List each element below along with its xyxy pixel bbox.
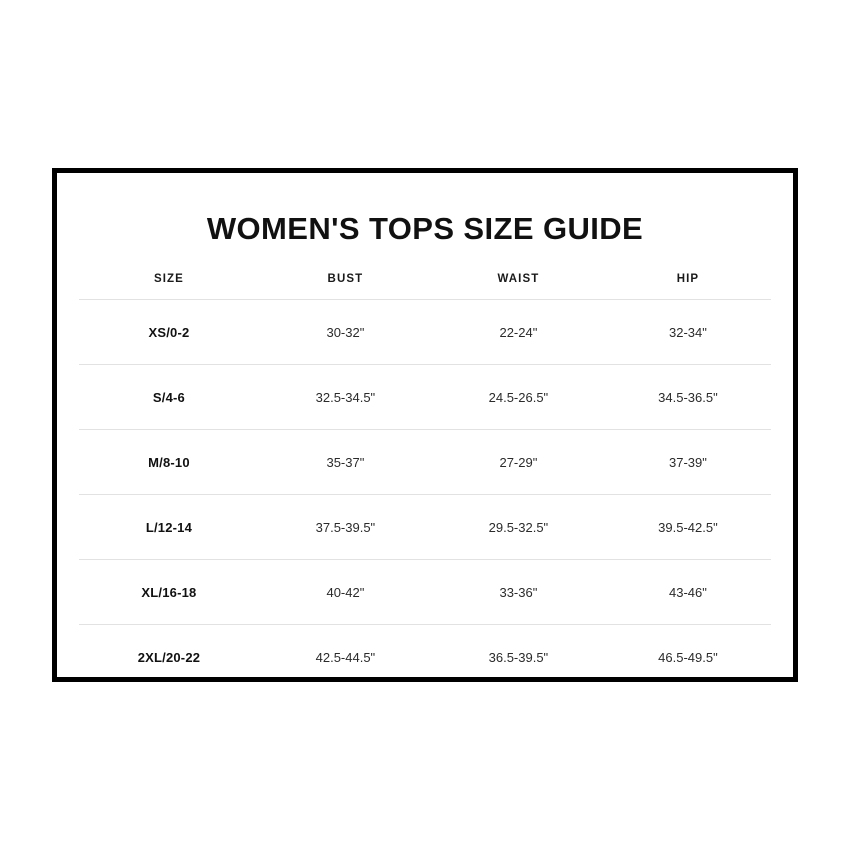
size-guide-card-body — [57, 173, 793, 689]
cell-size: XL/16-18 — [79, 560, 259, 625]
cell-bust: 40-42" — [259, 560, 432, 625]
table-header-row — [79, 273, 771, 300]
cell-size: S/4-6 — [79, 365, 259, 430]
cell-size: M/8-10 — [79, 430, 259, 495]
table-row — [79, 430, 771, 495]
size-chart-body — [79, 300, 771, 690]
cell-waist: 27-29" — [432, 430, 605, 495]
cell-hip: 39.5-42.5" — [605, 495, 771, 560]
cell-bust: 37.5-39.5" — [259, 495, 432, 560]
cell-hip: 34.5-36.5" — [605, 365, 771, 430]
column-header-bust: BUST — [327, 273, 364, 285]
size-guide-card — [52, 168, 798, 682]
cell-size: L/12-14 — [79, 495, 259, 560]
cell-bust: 32.5-34.5" — [259, 365, 432, 430]
size-chart-table — [79, 273, 771, 689]
cell-hip: 46.5-49.5" — [605, 625, 771, 690]
cell-hip: 43-46" — [605, 560, 771, 625]
cell-hip: 32-34" — [605, 300, 771, 365]
size-chart-header — [79, 273, 771, 300]
page-title: WOMEN'S TOPS SIZE GUIDE — [206, 211, 644, 246]
cell-waist: 24.5-26.5" — [432, 365, 605, 430]
table-row — [79, 365, 771, 430]
cell-hip: 37-39" — [605, 430, 771, 495]
table-row — [79, 495, 771, 560]
column-header-hip: HIP — [676, 273, 700, 285]
cell-waist: 36.5-39.5" — [432, 625, 605, 690]
column-header-waist: WAIST — [497, 273, 540, 285]
column-header-size: SIZE — [153, 273, 184, 285]
table-row — [79, 300, 771, 365]
cell-bust: 42.5-44.5" — [259, 625, 432, 690]
cell-bust: 35-37" — [259, 430, 432, 495]
table-row — [79, 625, 771, 690]
cell-waist: 22-24" — [432, 300, 605, 365]
cell-size: 2XL/20-22 — [79, 625, 259, 690]
cell-waist: 29.5-32.5" — [432, 495, 605, 560]
cell-waist: 33-36" — [432, 560, 605, 625]
cell-bust: 30-32" — [259, 300, 432, 365]
cell-size: XS/0-2 — [79, 300, 259, 365]
table-row — [79, 560, 771, 625]
